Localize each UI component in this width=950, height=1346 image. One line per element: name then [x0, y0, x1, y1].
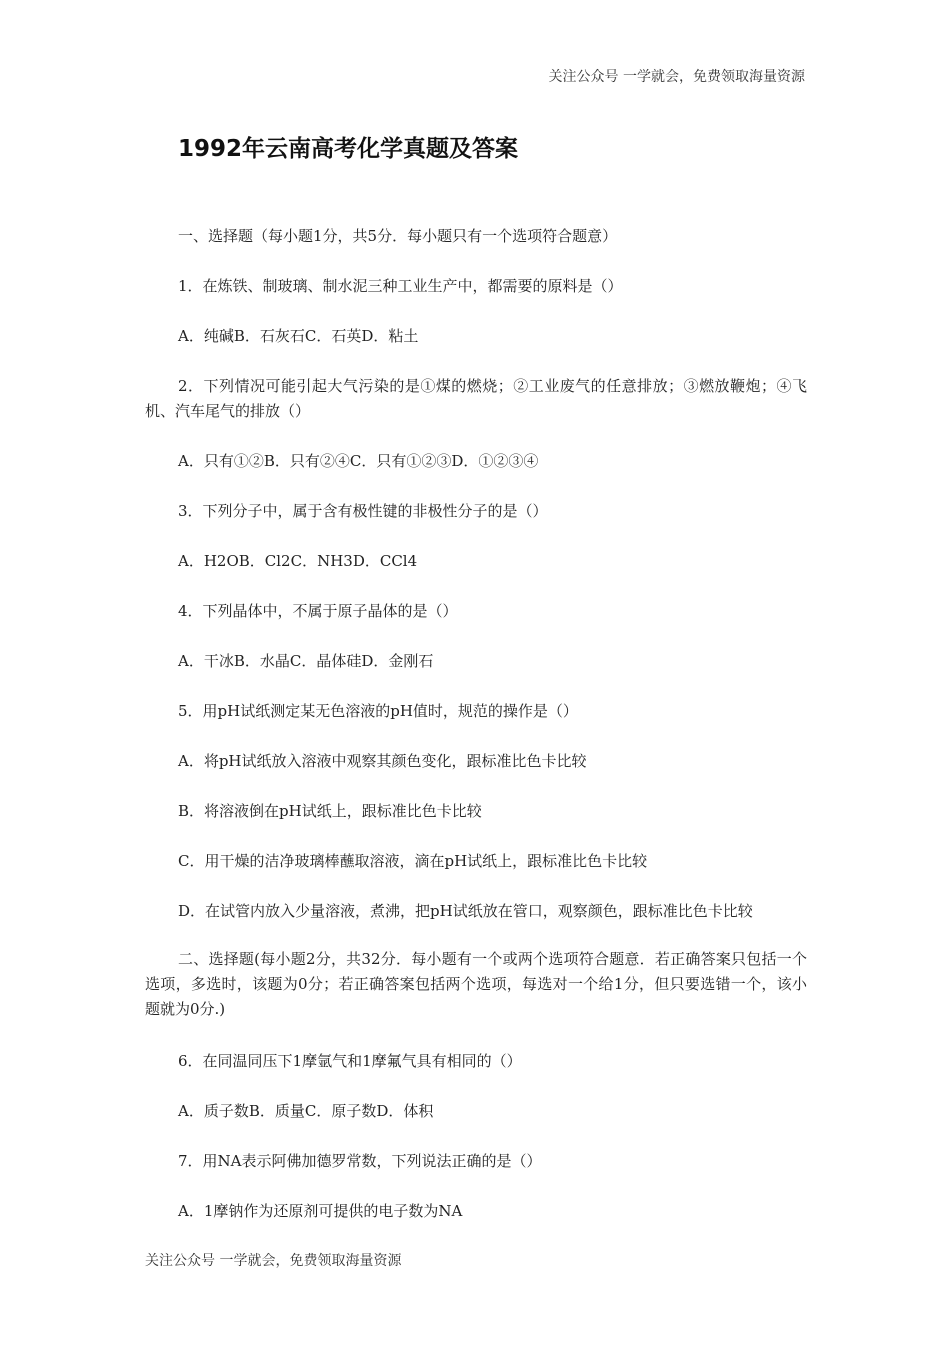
question-2-stem: 2．下列情况可能引起大气污染的是①煤的燃烧；②工业废气的任意排放；③燃放鞭炮；④飞机、汽车尾气的排放（）: [145, 377, 807, 420]
question-6-stem: 6．在同温同压下1摩氩气和1摩氟气具有相同的（）: [178, 1052, 522, 1070]
question-2-options: A．只有①②B．只有②④C．只有①②③D．①②③④: [178, 452, 539, 470]
question-3-options: A．H2OB．Cl2C．NH3D．CCl4: [178, 552, 418, 570]
question-4-options: A．干冰B．水晶C．晶体硅D．金刚石: [178, 652, 434, 670]
question-3-stem: 3．下列分子中，属于含有极性键的非极性分子的是（）: [178, 502, 548, 520]
section-2-heading: 二、选择题(每小题2分，共32分．每小题有一个或两个选项符合题意．若正确答案只包括一个选项，多选时，该题为0分；若正确答案包括两个选项，每选对一个给1分，但只要选错一个，该小题就为0分.): [145, 950, 807, 1018]
page-title: 1992年云南高考化学真题及答案: [178, 136, 519, 162]
footer-note: 关注公众号 一学就会，免费领取海量资源: [145, 1253, 402, 1269]
question-5-option-a: A．将pH试纸放入溶液中观察其颜色变化，跟标准比色卡比较: [178, 752, 587, 770]
question-5-option-b: B．将溶液倒在pH试纸上，跟标准比色卡比较: [178, 802, 482, 820]
question-5-stem: 5．用pH试纸测定某无色溶液的pH值时，规范的操作是（）: [178, 702, 578, 720]
question-5-option-c: C．用干燥的洁净玻璃棒蘸取溶液，滴在pH试纸上，跟标准比色卡比较: [178, 852, 648, 870]
question-1-stem: 1．在炼铁、制玻璃、制水泥三种工业生产中，都需要的原料是（）: [178, 277, 623, 295]
question-5-option-d: D．在试管内放入少量溶液，煮沸，把pH试纸放在管口，观察颜色，跟标准比色卡比较: [178, 902, 753, 920]
section-1-heading: 一、选择题（每小题1分，共5分．每小题只有一个选项符合题意）: [178, 227, 618, 245]
question-6-options: A．质子数B．质量C．原子数D．体积: [178, 1102, 434, 1120]
question-4-stem: 4．下列晶体中，不属于原子晶体的是（）: [178, 602, 458, 620]
question-7-stem: 7．用NA表示阿佛加德罗常数，下列说法正确的是（）: [178, 1152, 542, 1170]
question-1-options: A．纯碱B．石灰石C．石英D．粘土: [178, 327, 419, 345]
header-note: 关注公众号 一学就会，免费领取海量资源: [548, 69, 805, 85]
question-7-option-a: A．1摩钠作为还原剂可提供的电子数为NA: [178, 1202, 463, 1220]
